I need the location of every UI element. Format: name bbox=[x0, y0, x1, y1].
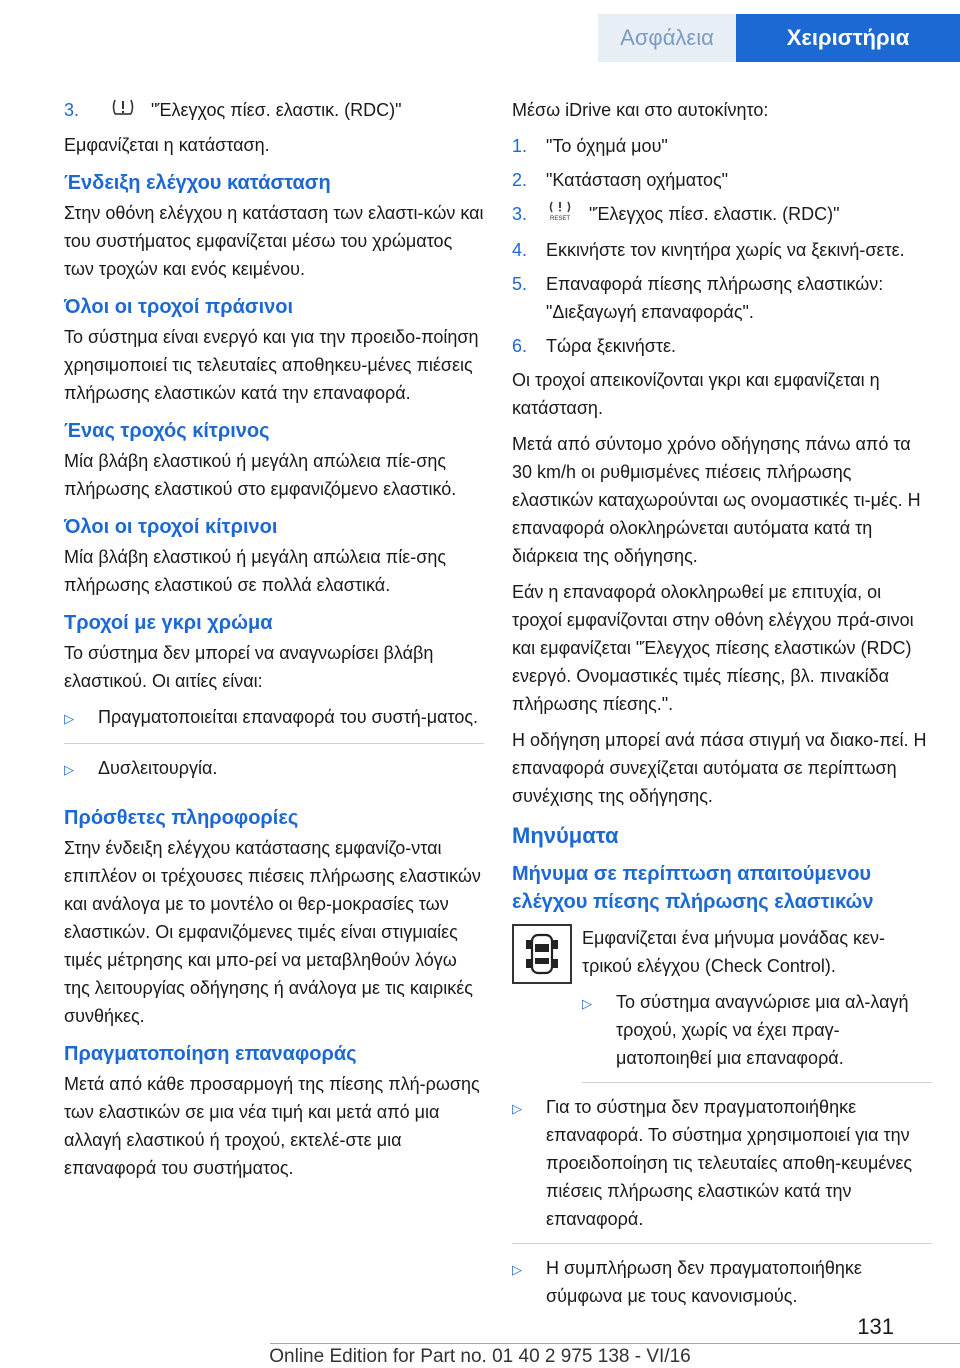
tire-pressure-warning-icon bbox=[110, 97, 136, 125]
tab-controls[interactable]: Χειριστήρια bbox=[736, 14, 960, 62]
reset-icon-label: RESET bbox=[549, 216, 571, 223]
heading-additional-info: Πρόσθετες πληροφορίες bbox=[64, 807, 299, 830]
heading-all-green: Όλοι οι τροχοί πράσινοι bbox=[64, 296, 294, 319]
paragraph-grey-wheels: Το σύστημα δεν μπορεί να αναγνωρίσει βλάβη ελαστικού. Οι αιτίες είναι: bbox=[64, 643, 434, 692]
heading-messages: Μηνύματα bbox=[512, 823, 619, 849]
list-item: ▷ Πραγματοποιείται επαναφορά του συστή-ματος. bbox=[64, 703, 484, 744]
paragraph-grey-status: Οι τροχοί απεικονίζονται γκρι και εμφανίζεται η κατάσταση. bbox=[512, 370, 880, 419]
page-footer bbox=[0, 1310, 960, 1367]
triangle-bullet-icon: ▷ bbox=[64, 711, 74, 727]
edition-text: Online Edition for Part no. 01 40 2 975 138 - VI/16 bbox=[269, 1346, 691, 1367]
paragraph-all-yellow: Μία βλάβη ελαστικού ή μεγάλη απώλεια πίε-σης πλήρωσης ελαστικού σε πολλά ελαστικά. bbox=[64, 547, 447, 596]
heading-perform-reset: Πραγματοποίηση επαναφοράς bbox=[64, 1043, 357, 1066]
step-item: 4. Εκκινήστε τον κινητήρα χωρίς να ξεκινή-σετε. bbox=[512, 240, 905, 261]
heading-all-yellow: Όλοι οι τροχοί κίτρινοι bbox=[64, 516, 278, 539]
footer-divider bbox=[270, 1343, 960, 1344]
heading-one-yellow: Ένας τροχός κίτρινος bbox=[64, 420, 270, 443]
paragraph-nominal-values: Μετά από σύντομο χρόνο οδήγησης πάνω από τα 30 km/h οι ρυθμισμένες πιέσεις πλήρωσης ελαστικών καταχωρούνται ως ονομαστικές τι-μές. Η επαναφορά ολοκληρώνεται αυτόματα κατά τη διάρκεια της οδήγησης. bbox=[512, 434, 921, 567]
paragraph-status-display: Στην οθόνη ελέγχου η κατάσταση των ελαστι-κών και του συστήματος εμφανίζεται μέσω του χρώματος των τροχών και ενός κειμένου. bbox=[64, 203, 484, 280]
step-3-rdc bbox=[64, 96, 484, 125]
paragraph-check-control: Εμφανίζεται ένα μήνυμα μονάδας κεν-τρικού ελέγχου (Check Control). bbox=[582, 928, 886, 977]
step-item: 1. "Το όχημά μου" bbox=[512, 136, 668, 156]
page-number: 131 bbox=[857, 1314, 894, 1339]
step-item: 5. Επαναφορά πίεσης πλήρωσης ελαστικών: "Διεξαγωγή επαναφοράς". bbox=[512, 274, 884, 323]
heading-status-display: Ένδειξη ελέγχου κατάσταση bbox=[64, 172, 331, 195]
paragraph-reset-success: Εάν η επαναφορά ολοκληρωθεί με επιτυχία, οι τροχοί εμφανίζονται στην οθόνη ελέγχου πρά-σινοι και εμφανίζεται "Έλεγχος πίεσης ελαστικών (RDC) ενεργό. Ονομαστικές τιμές πίεσης, βλ. πινακίδα πλήρωσης πίεσης.". bbox=[512, 582, 914, 715]
header-bar bbox=[0, 0, 960, 62]
step-number: 3. bbox=[64, 100, 80, 120]
list-item: ▷ Η συμπλήρωση δεν πραγματοποιήθηκε σύμφωνα με τους κανονισμούς. bbox=[512, 1254, 932, 1320]
triangle-bullet-icon: ▷ bbox=[582, 996, 592, 1012]
paragraph-additional-info: Στην ένδειξη ελέγχου κατάστασης εμφανίζο-νται επιπλέον οι τρέχουσες πιέσεις πλήρωσης ελαστικών και ανάλογα με το μοντέλο οι θερ-μοκρασίες των ελαστικών. Οι εμφανιζόμενες τιμές είναι στιγμιαίες τιμές μέτρησης και μπο-ρεί να μεταβληθούν λόγω της λειτουργίας οδήγησης ή ανάλογα με τις καιρικές συνθήκες. bbox=[64, 838, 481, 1027]
paragraph-perform-reset: Μετά από κάθε προσαρμογή της πίεσης πλή-ρωσης των ελαστικών σε μια νέα τιμή και μετά από μια αλλαγή ελαστικού ή τροχού, εκτελέ-στε μια επαναφορά του συστήματος. bbox=[64, 1074, 480, 1179]
paragraph-all-green: Το σύστημα είναι ενεργό και για την προειδο-ποίηση χρησιμοποιεί τις τελευταίες αποθηκευ-μένες πιέσεις πλήρωσης ελαστικών κατά την επαναφορά. bbox=[64, 327, 479, 404]
triangle-bullet-icon: ▷ bbox=[512, 1262, 522, 1278]
triangle-bullet-icon: ▷ bbox=[64, 762, 74, 778]
step-item: 2. "Κατάσταση οχήματος" bbox=[512, 170, 729, 190]
tab-safety[interactable]: Ασφάλεια bbox=[598, 14, 736, 62]
step-item: 6. Τώρα ξεκινήστε. bbox=[512, 336, 677, 357]
heading-reset-required-message: Μήνυμα σε περίπτωση απαιτούμενου ελέγχου πίεσης πλήρωσης ελαστικών bbox=[512, 863, 874, 914]
heading-grey-wheels: Τροχοί με γκρι χρώμα bbox=[64, 612, 273, 635]
list-item: ▷ Δυσλειτουργία. bbox=[64, 754, 484, 794]
check-control-block bbox=[512, 924, 932, 1093]
right-column bbox=[512, 96, 932, 1330]
list-item: ▷ Για το σύστημα δεν πραγματοποιήθηκε επαναφορά. Το σύστημα χρησιμοποιεί για την προειδοποίηση τις τελευταίες αποθη-κευμένες πιέσεις πλήρωσης ελαστικών κατά την επαναφορά. bbox=[512, 1093, 932, 1244]
step-text: "Έλεγχος πίεσ. ελαστικ. (RDC)" bbox=[151, 100, 402, 120]
car-tire-check-icon bbox=[512, 924, 572, 984]
step-item: 3. RESET "Έλεγχος πίεσ. ελαστικ. (RDC)" bbox=[512, 200, 932, 230]
idrive-intro: Μέσω iDrive και στο αυτοκίνητο: bbox=[512, 100, 769, 120]
left-column bbox=[64, 96, 484, 1190]
triangle-bullet-icon: ▷ bbox=[512, 1101, 522, 1117]
paragraph-one-yellow: Μία βλάβη ελαστικού ή μεγάλη απώλεια πίε-σης πλήρωσης ελαστικού στο εμφανιζόμενο ελαστικό. bbox=[64, 451, 457, 500]
status-shown-text: Εμφανίζεται η κατάσταση. bbox=[64, 135, 270, 156]
list-item: ▷ Το σύστημα αναγνώρισε μια αλ-λαγή τροχού, χωρίς να έχει πραγ-ματοποιηθεί μια επαναφορά. bbox=[582, 988, 932, 1083]
paragraph-interrupt: Η οδήγηση μπορεί ανά πάσα στιγμή να διακο-πεί. Η επαναφορά συνεχίζεται αυτόματα σε περίπτωση συνέχισης της οδήγησης. bbox=[512, 730, 927, 807]
tire-pressure-reset-icon bbox=[546, 200, 574, 230]
